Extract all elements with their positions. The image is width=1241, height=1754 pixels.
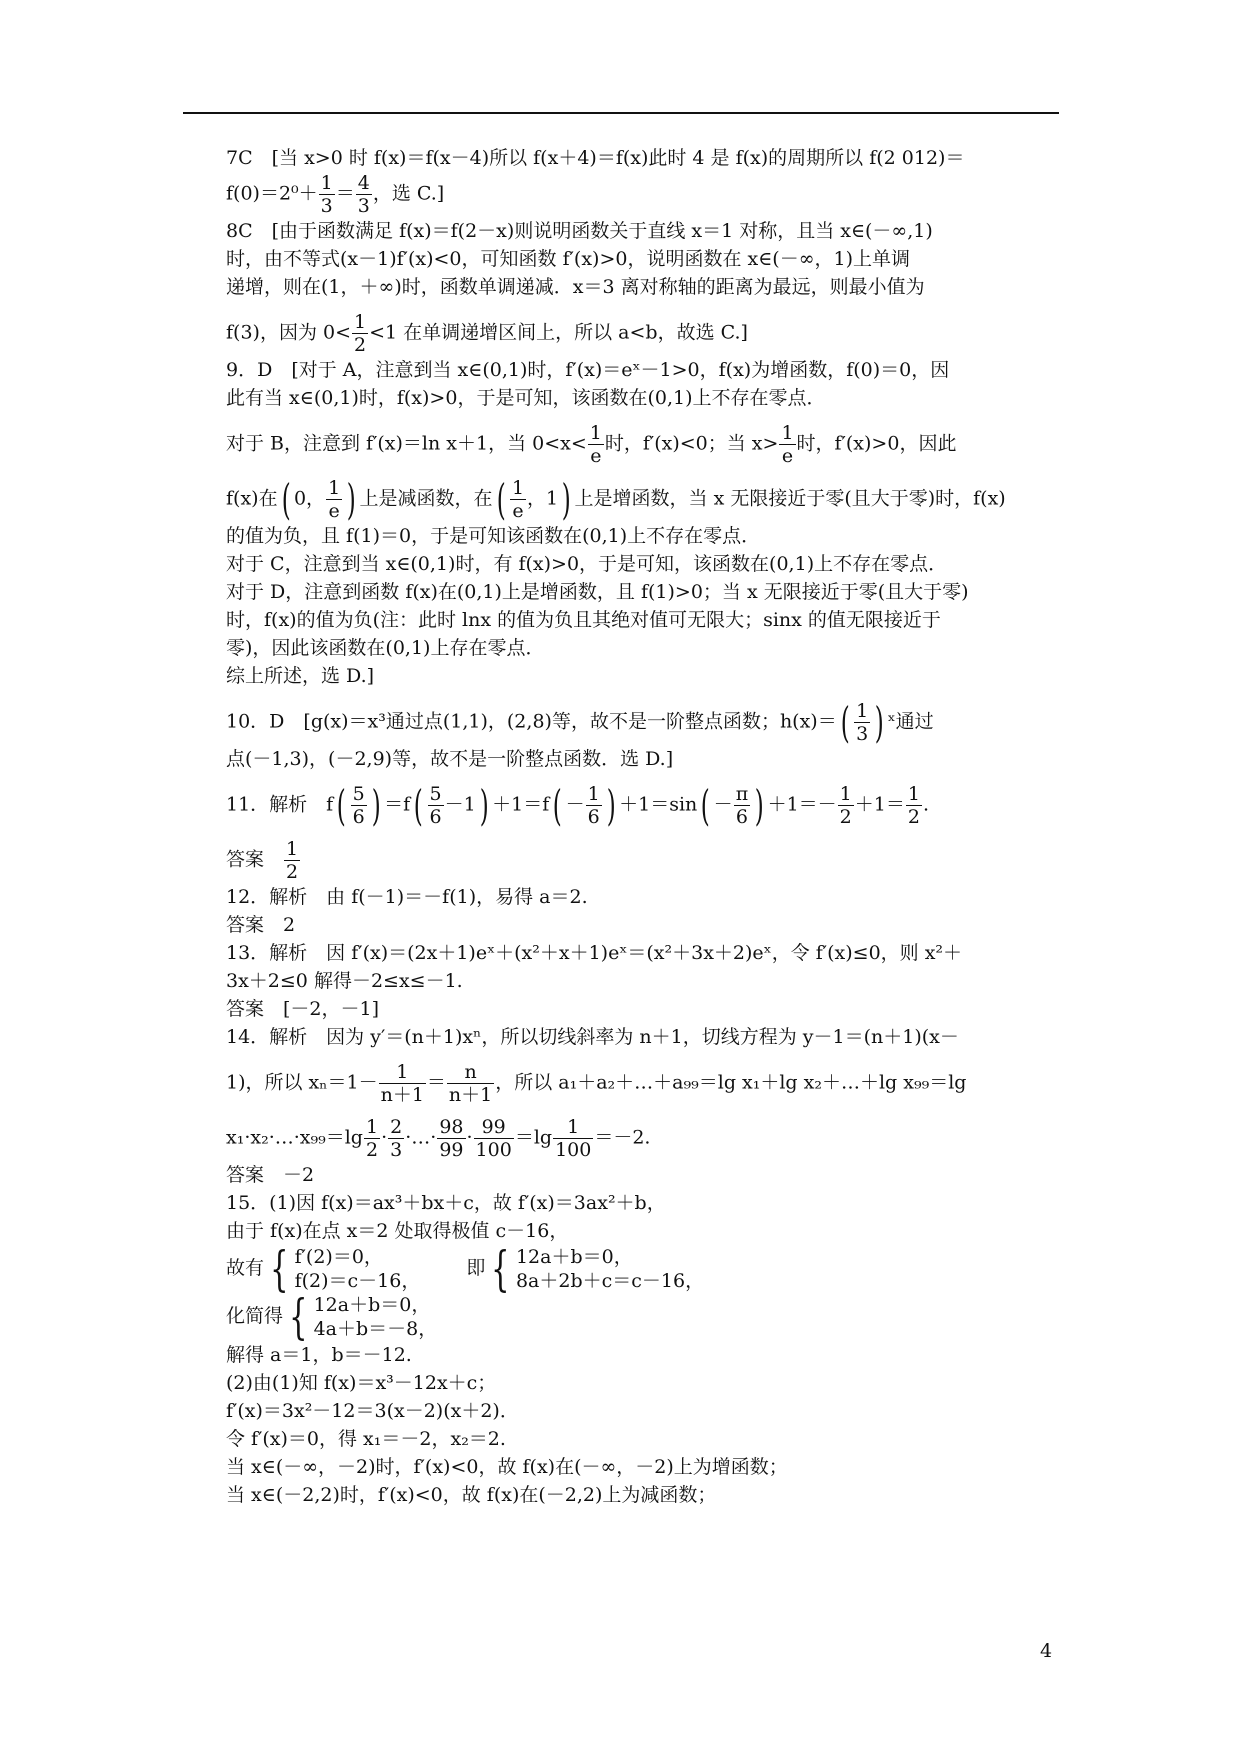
q15-line-8: 令 f′(x)＝0，得 x₁＝－2，x₂＝2.: [226, 1428, 506, 1450]
q13-line-1: 13．解析 因 f′(x)＝(2x＋1)eˣ＋(x²＋x＋1)eˣ＝(x²＋3x＋2)eˣ，令 f′(x)≤0，则 x²＋: [226, 942, 963, 964]
q14-line-3: x₁·x₂·…·x₉₉＝lg $\frac{1}{2}$ · $\frac{2}{3}$ ·…· $\frac{98}{99}$ · $\frac{99}{100}$ ＝lg $\frac{1}{100}$ ＝－2.: [226, 1116, 651, 1161]
q12-answer: 答案 2: [226, 914, 296, 936]
q14-line-1: 14．解析 因为 y′＝(n＋1)xⁿ，所以切线斜率为 n＋1，切线方程为 y－1＝(n＋1)(x－: [226, 1026, 959, 1048]
q15-line-9: 当 x∈(－∞，－2)时，f′(x)<0，故 f(x)在(－∞，－2)上为增函数；: [226, 1456, 788, 1478]
q8-line-3: 递增，则在(1，＋∞)时，函数单调递减．x＝3 离对称轴的距离为最远，则最小值为: [226, 276, 925, 298]
q15-system-1: 故有 { f′(2)＝0， f(2)＝c－16， 即 { 12a＋b＝0， 8a＋2b＋c＝c－16，: [226, 1241, 705, 1297]
q8-line-2: 时，由不等式(x－1)f′(x)<0，可知函数 f′(x)>0，说明函数在 x∈(－∞，1)上单调: [226, 248, 911, 270]
q15-system-2: 化简得 { 12a＋b＝0， 4a＋b＝－8，: [226, 1289, 438, 1345]
q15-line-5: 解得 a＝1，b＝－12.: [226, 1344, 412, 1366]
q14-line-2: 1)，所以 xₙ＝1－ $\frac{1}{n+1}$ ＝ $\frac{n}{n+1}$ ，所以 a₁＋a₂＋…＋a₉₉＝lg x₁＋lg x₂＋…＋lg x₉₉＝lg: [226, 1061, 967, 1106]
header-rule: [183, 112, 1059, 114]
q11-line-1: 11．解析 f( $\frac{5}{6}$ ) ＝f( $\frac{5}{6}$ －1) ＋1＝f( － $\frac{1}{6}$ ) ＋1＝sin( － $\frac{\pi}{6}$ ) ＋1＝－ $\frac{1}{2}$ ＋1＝ $\frac{1}{2}$ .: [226, 780, 929, 830]
q9-line-6: 对于 C，注意到当 x∈(0,1)时，有 f(x)>0，于是可知，该函数在(0,1)上不存在零点．: [226, 553, 948, 575]
q13-line-2: 3x＋2≤0 解得－2≤x≤－1.: [226, 970, 463, 992]
q10-line-2: 点(－1,3)，(－2,9)等，故不是一阶整点函数．选 D.]: [226, 748, 674, 770]
q12-line-1: 12．解析 由 f(－1)＝－f(1)，易得 a＝2.: [226, 886, 588, 908]
q9-line-7: 对于 D，注意到函数 f(x)在(0,1)上是增函数，且 f(1)>0；当 x 无限接近于零(且大于零): [226, 581, 969, 603]
q15-line-7: f′(x)＝3x²－12＝3(x－2)(x＋2)．: [226, 1400, 519, 1422]
q7-line-1: 7C [当 x>0 时 f(x)＝f(x－4)所以 f(x＋4)＝f(x)此时 4 是 f(x)的周期所以 f(2 012)＝: [226, 147, 965, 169]
q9-line-9: 零)，因此该函数在(0,1)上存在零点．: [226, 637, 545, 659]
q9-line-1: 9．D [对于 A，注意到当 x∈(0,1)时，f′(x)＝eˣ－1>0，f(x)为增函数，f(0)＝0，因: [226, 359, 950, 381]
q9-line-4: f(x)在( 0， $\frac{1}{e}$ ) 上是减函数，在( $\frac{1}{e}$ ，1) 上是增函数，当 x 无限接近于零(且大于零)时，f(x): [226, 474, 1006, 524]
q9-line-5: 的值为负，且 f(1)＝0，于是可知该函数在(0,1)上不存在零点．: [226, 525, 761, 547]
q9-line-10: 综上所述，选 D.]: [226, 665, 375, 687]
q14-answer: 答案 －2: [226, 1164, 315, 1186]
q9-line-2: 此有当 x∈(0,1)时，f(x)>0，于是可知，该函数在(0,1)上不存在零点．: [226, 387, 826, 409]
q10-line-1: 10．D [g(x)＝x³通过点(1,1)，(2,8)等，故不是一阶整点函数；h(x)＝( $\frac{1}{3}$ ) ˣ通过: [226, 697, 934, 747]
solutions-body: [226, 144, 1056, 1509]
q15-line-6: (2)由(1)知 f(x)＝x³－12x＋c；: [226, 1372, 497, 1394]
q9-line-8: 时，f(x)的值为负(注：此时 lnx 的值为负且其绝对值可无限大；sinx 的值无限接近于: [226, 609, 941, 631]
q15-line-10: 当 x∈(－2,2)时，f′(x)<0，故 f(x)在(－2,2)上为减函数；: [226, 1484, 717, 1506]
q8-line-4: f(3)，因为 0< $\frac{1}{2}$ <1 在单调递增区间上，所以 a<b，故选 C.]: [226, 311, 748, 356]
q9-line-3: 对于 B，注意到 f′(x)＝ln x＋1，当 0<x< $\frac{1}{e}$ 时，f′(x)<0；当 x> $\frac{1}{e}$ 时，f′(x)>0，因此: [226, 422, 957, 467]
q15-line-1: 15．(1)因 f(x)＝ax³＋bx＋c，故 f′(x)＝3ax²＋b，: [226, 1192, 666, 1214]
q11-answer: 答案 $\frac{1}{2}$: [226, 838, 299, 883]
q7-line-2: f(0)＝2⁰＋ $\frac{1}{3}$ ＝ $\frac{4}{3}$ ，选 C.]: [226, 172, 445, 217]
page-number: 4: [1040, 1640, 1053, 1662]
q15-line-2: 由于 f(x)在点 x＝2 处取得极值 c－16，: [226, 1220, 569, 1242]
q8-line-1: 8C [由于函数满足 f(x)＝f(2－x)则说明函数关于直线 x＝1 对称，且当 x∈(－∞,1): [226, 220, 933, 242]
q13-answer: 答案 [－2，－1]: [226, 998, 380, 1020]
